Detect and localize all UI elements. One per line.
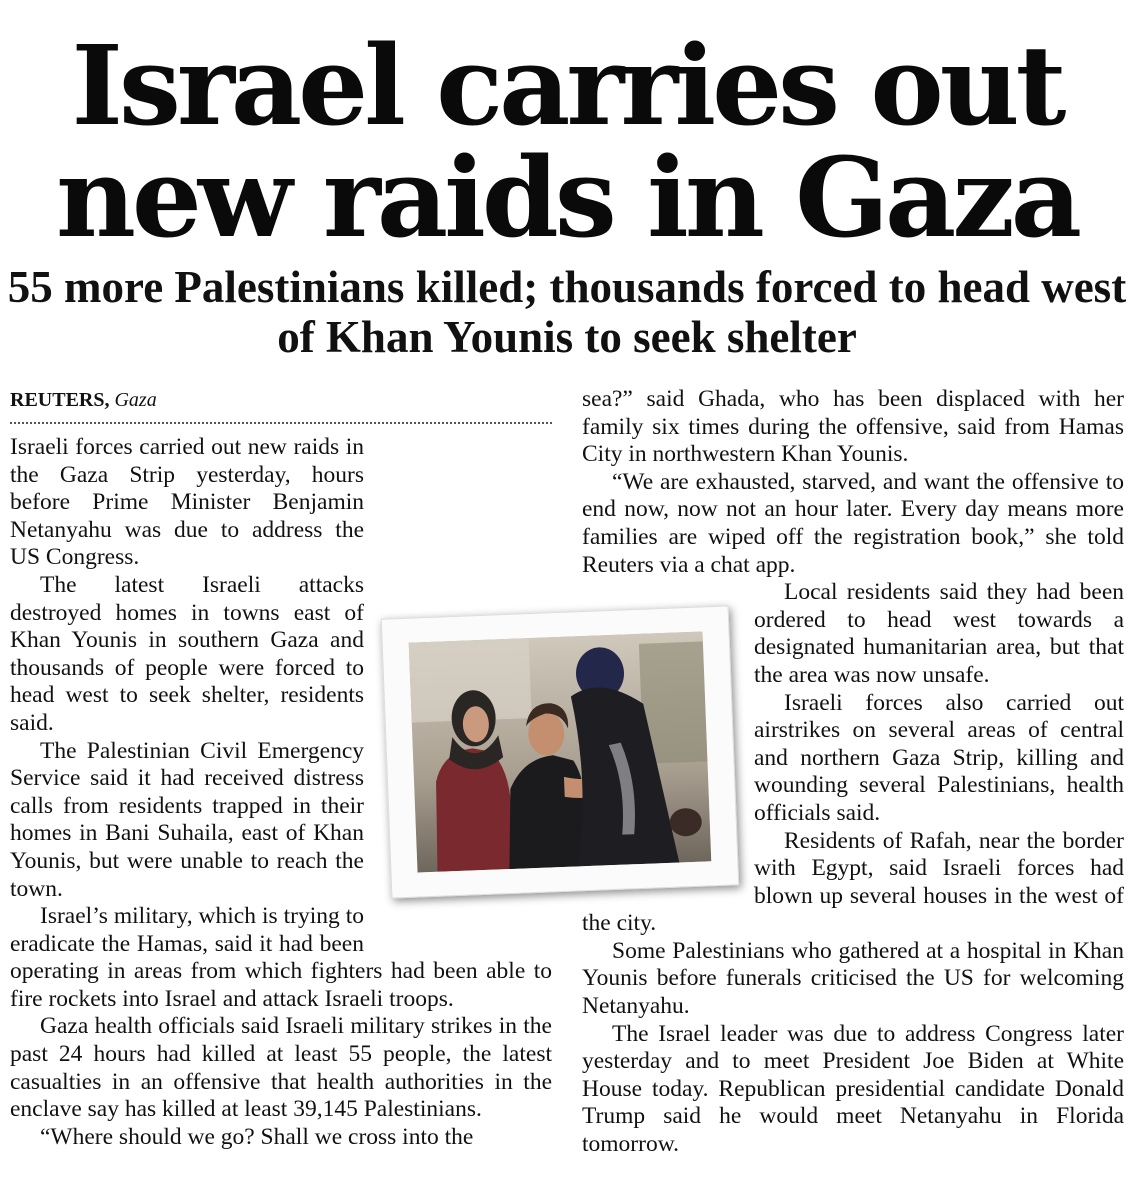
byline-agency: REUTERS, [10, 389, 110, 411]
paragraph: “We are exhausted, starved, and want the offensive to end now, now not an hour later. Every day means more families are wiped off the registration book,” she told Reuters via a chat app. [582, 468, 1124, 578]
byline [10, 386, 552, 424]
headline: Israel carries out new raids in Gaza [55, 21, 1079, 262]
byline-place: Gaza [114, 389, 157, 411]
photo-women-grieving-icon [409, 631, 712, 872]
deck-subheadline: 55 more Palestinians killed; thousands forced to head west of Khan Younis to seek shelter [7, 262, 1127, 362]
paragraph: Gaza health officials said Israeli military strikes in the past 24 hours had killed at least 55 people, the latest casualties in an offensive that health authorities in the enclave say has killed at least 39,145 Palestinians. [10, 1013, 552, 1123]
paragraph: sea?” said Ghada, who has been displaced with her family six times during the offensive, said from Hamas City in northwestern Khan Younis. [582, 386, 1124, 468]
paragraph: Residents of Rafah, near the border with Egypt, said Israeli forces had blown up several houses in the west of the city. [582, 827, 1124, 937]
paragraph: Local residents said they had been ordered to head west towards a designated humanitarian area, but that the area was now unsafe. [754, 579, 1124, 688]
paragraph: The latest Israeli attacks destroyed homes in towns east of Khan Younis in southern Gaza and thousands of people were forced to head west to seek shelter, residents said. [10, 571, 364, 736]
paragraph: Israeli forces also carried out airstrikes on several areas of central and northern Gaza Strip, killing and wounding several Palestinians, health officials said. [754, 689, 1124, 826]
paragraph: The Israel leader was due to address Congress later yesterday and to meet President Joe Biden at White House today. Republican presidential candidate Donald Trump said he would meet Netanyahu in Florida tomorrow. [582, 1020, 1124, 1158]
paragraph: “Where should we go? Shall we cross into the [40, 1123, 474, 1150]
paragraph: Israel’s military, which is trying to eradicate the Hamas, said it had been operating in areas from which fighters had been able to fire rockets into Israel and attack Israeli troops. [10, 903, 552, 1012]
paragraph: Israeli forces carried out new raids in the Gaza Strip yesterday, hours before Prime Minister Benjamin Netanyahu was due to address the US Congress. [10, 434, 364, 571]
news-photo-frame [381, 605, 739, 898]
news-photo [409, 631, 712, 872]
paragraph: The Palestinian Civil Emergency Service said it had received distress calls from residents trapped in their homes in Bani Suhaila, east of Khan Younis, but were unable to reach the town. [10, 737, 364, 902]
paragraph: Some Palestinians who gathered at a hospital in Khan Younis before funerals criticised the US for welcoming Netanyahu. [582, 937, 1124, 1020]
